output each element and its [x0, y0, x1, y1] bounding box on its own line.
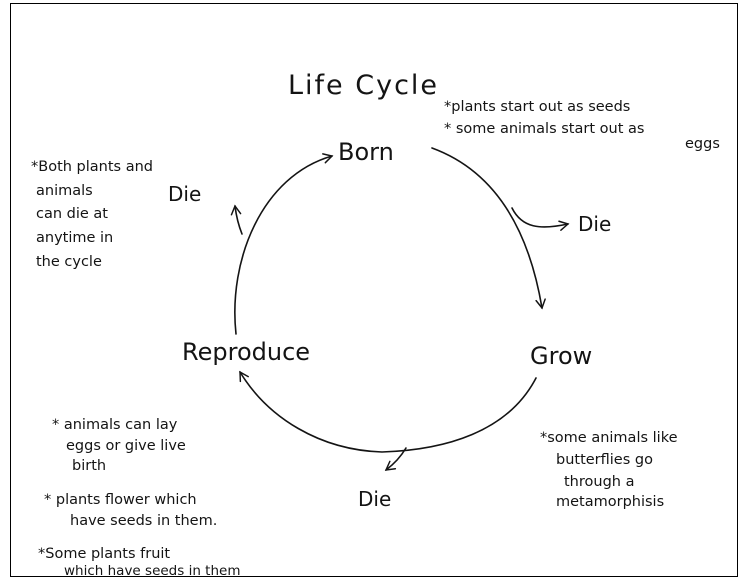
- die-label-bottom: Die: [358, 487, 392, 511]
- note-flower-line-1: * plants flower which: [44, 492, 197, 508]
- note-animals-line-1: * animals can lay: [52, 417, 178, 433]
- note-fruit-line-2: which have seeds in them: [64, 563, 241, 579]
- note-reproduce-animals: [52, 417, 186, 474]
- note-die-line-3: can die at: [36, 206, 108, 222]
- arrow-reproduce-to-born: [235, 156, 332, 334]
- note-die-line-5: the cycle: [36, 254, 102, 270]
- note-grow-metamorphosis: [540, 430, 678, 510]
- note-start-line-1: *plants start out as seeds: [444, 99, 631, 115]
- note-meta-line-3: through a: [564, 474, 635, 490]
- note-meta-line-2: butterflies go: [556, 452, 653, 468]
- arrow-to-die-right: [512, 208, 568, 227]
- note-die-line-1: *Both plants and: [31, 159, 153, 175]
- stage-grow: Grow: [530, 342, 593, 370]
- note-flower-line-2: have seeds in them.: [70, 513, 218, 529]
- note-animals-line-2: eggs or give live: [66, 438, 186, 454]
- note-fruit-line-1: *Some plants fruit: [38, 546, 171, 562]
- note-meta-line-4: metamorphisis: [556, 494, 665, 510]
- note-die-anytime: [31, 159, 153, 270]
- die-label-right: Die: [578, 212, 612, 236]
- arrow-born-to-grow: [432, 148, 542, 308]
- note-die-line-4: anytime in: [36, 230, 114, 246]
- stage-born: Born: [338, 138, 394, 166]
- stage-reproduce: Reproduce: [182, 338, 311, 366]
- diagram-title: Life Cycle: [288, 70, 440, 101]
- die-label-top-left: Die: [168, 182, 202, 206]
- arrow-to-die-top-left: [235, 206, 242, 234]
- note-meta-line-1: *some animals like: [540, 430, 678, 446]
- arrow-grow-to-reproduce: [240, 372, 536, 452]
- note-die-line-2: animals: [36, 183, 93, 199]
- note-animals-line-3: birth: [72, 458, 107, 474]
- note-reproduce-fruit: [38, 546, 240, 579]
- note-reproduce-flower: [44, 492, 217, 529]
- note-start-line-2: * some animals start out as: [444, 121, 645, 137]
- note-start: [444, 99, 720, 152]
- note-start-line-3: eggs: [685, 136, 720, 152]
